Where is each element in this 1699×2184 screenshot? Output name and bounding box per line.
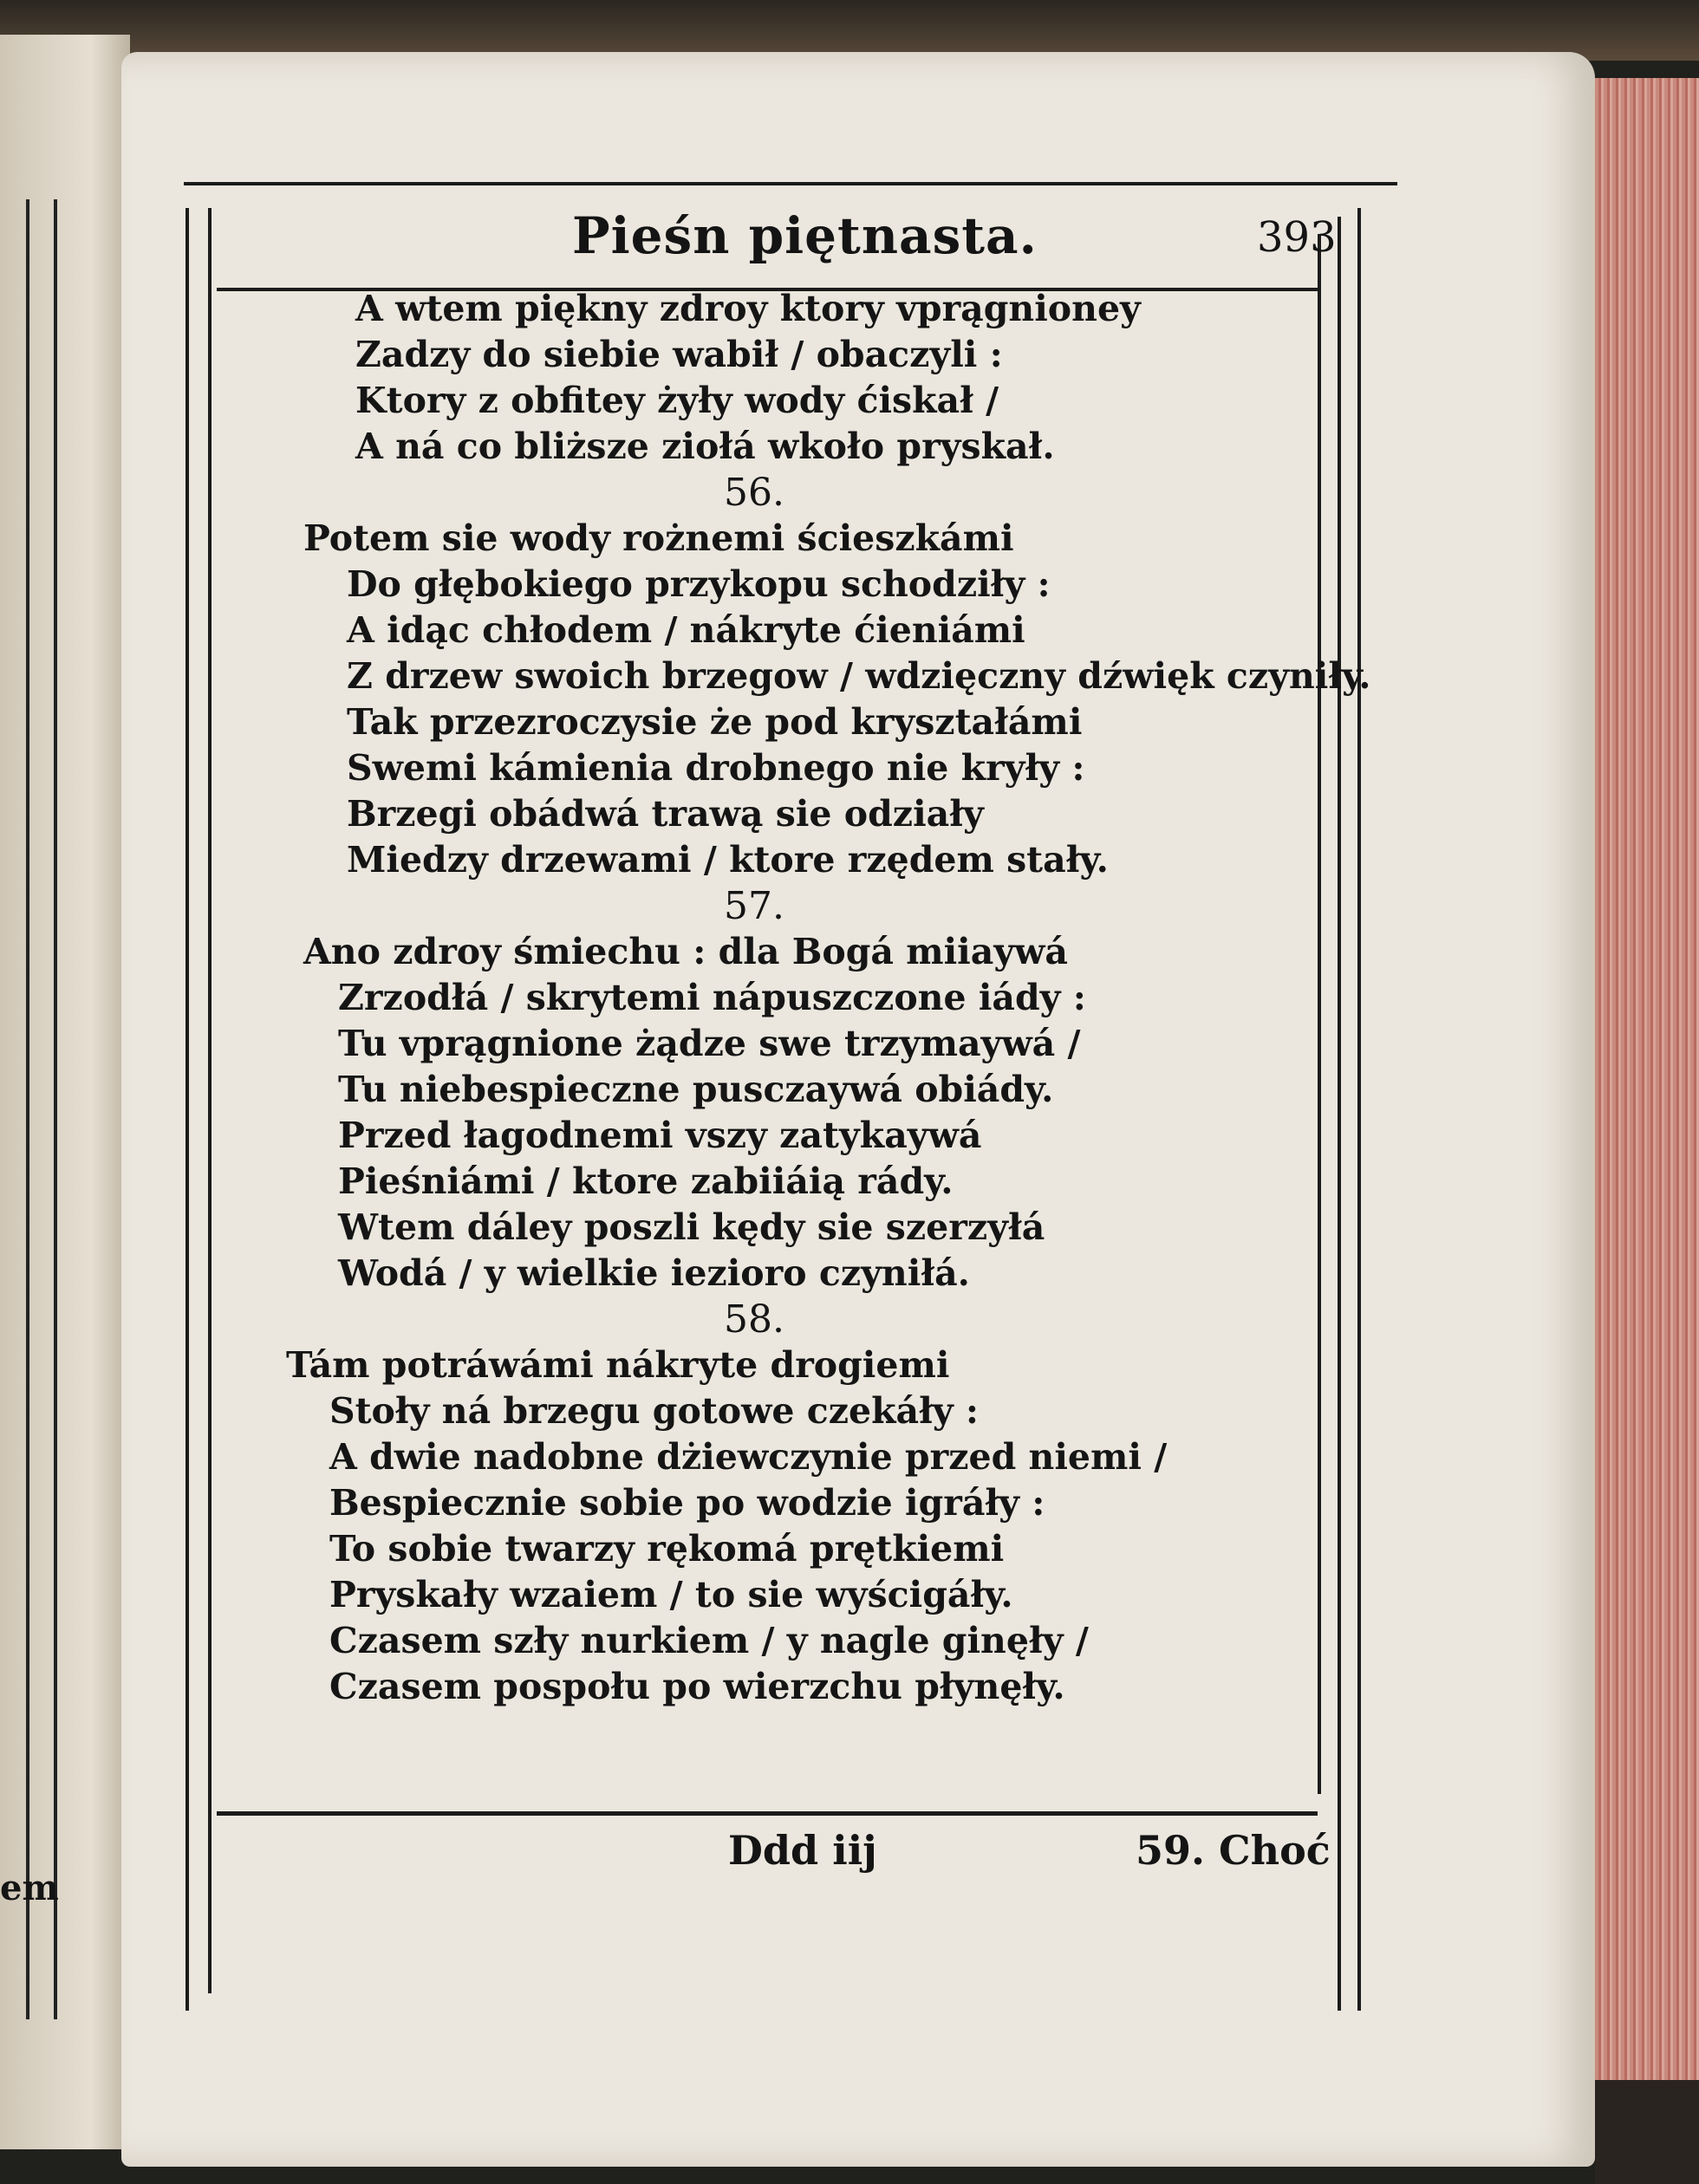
verse-line: Tám potráwámi nákryte drogiemi: [286, 1344, 950, 1386]
left-frame-rule: [54, 199, 57, 2019]
page-title: Pieśn piętnasta.: [572, 206, 1038, 265]
verse-line: Tak przezroczysie że pod kryształámi: [347, 701, 1083, 743]
signature-mark: Ddd iij: [728, 1827, 877, 1874]
verse-line: Swemi kámienia drobnego nie kryły :: [347, 747, 1085, 789]
verse-line: Wodá / y wielkie iezioro czyniłá.: [338, 1252, 970, 1294]
verse-line: Do głębokiego przykopu schodziły :: [347, 563, 1051, 605]
verse-line: Z drzew swoich brzegow / wdzięczny dźwięk czyniły.: [347, 655, 1371, 697]
left-outer-rule: [186, 208, 189, 2011]
book-corner: [1595, 2080, 1699, 2184]
verse-line: Potem sie wody rożnemi ścieszkámi: [303, 517, 1014, 559]
verse-line: Tu vprągnione żądze swe trzymaywá /: [338, 1023, 1081, 1064]
verse-line: A wtem piękny zdroy ktory vprągnioney: [355, 288, 1141, 329]
left-frame-rule: [26, 199, 29, 2019]
verse-line: Tu niebespieczne pusczaywá obiády.: [338, 1069, 1054, 1110]
verse-line: To sobie twarzy rękomá prętkiemi: [329, 1528, 1005, 1570]
left-page-edge: [0, 35, 130, 2149]
verse-line: Przed łagodnemi vszy zatykaywá: [338, 1115, 982, 1156]
right-middle-rule: [1338, 217, 1341, 2011]
verse-line: Bespiecznie sobie po wodzie igráły :: [329, 1482, 1045, 1524]
verse-line: A ná co bliższe ziołá wkoło pryskał.: [355, 426, 1055, 467]
verse-line: Stoły ná brzegu gotowe czekáły :: [329, 1390, 980, 1432]
right-outer-rule: [1357, 208, 1361, 2011]
left-page-catchword: em: [0, 1868, 59, 1908]
verse-line: Ktory z obfitey żyły wody ćiskał /: [355, 380, 999, 421]
verse-line: Czasem pospołu po wierzchu płynęły.: [329, 1666, 1065, 1707]
left-inner-rule: [208, 208, 212, 1993]
catchword: 59. Choć: [1136, 1827, 1331, 1874]
footer-rule: [217, 1811, 1318, 1816]
page-number: 393: [1257, 213, 1337, 262]
verse-line: Pieśniámi / ktore zabiiáią rády.: [338, 1160, 954, 1202]
stanza-number: 57.: [724, 884, 784, 928]
verse-line: A idąc chłodem / nákryte ćieniámi: [347, 609, 1025, 651]
poem-text: [286, 286, 1371, 1710]
verse-line: Czasem szły nurkiem / y nagle ginęły /: [329, 1620, 1089, 1661]
verse-line: A dwie nadobne dżiewczynie przed niemi /: [329, 1436, 1168, 1478]
verse-line: Zrzodłá / skrytemi nápuszczone iády :: [338, 977, 1086, 1018]
verse-line: Pryskały wzaiem / to sie wyścigáły.: [329, 1574, 1013, 1615]
verse-line: Ano zdroy śmiechu : dla Bogá miiaywá: [303, 931, 1069, 972]
verse-line: Brzegi obádwá trawą sie odziały: [347, 793, 984, 835]
top-frame-rule: [184, 182, 1397, 185]
verse-line: Miedzy drzewami / ktore rzędem stały.: [347, 839, 1109, 881]
verse-line: Wtem dáley poszli kędy sie szerzyłá: [338, 1206, 1045, 1248]
stanza-number: 56.: [724, 471, 784, 515]
stanza-number: 58.: [724, 1297, 784, 1342]
verse-line: Zadzy do siebie wabił / obaczyli :: [355, 334, 1003, 375]
